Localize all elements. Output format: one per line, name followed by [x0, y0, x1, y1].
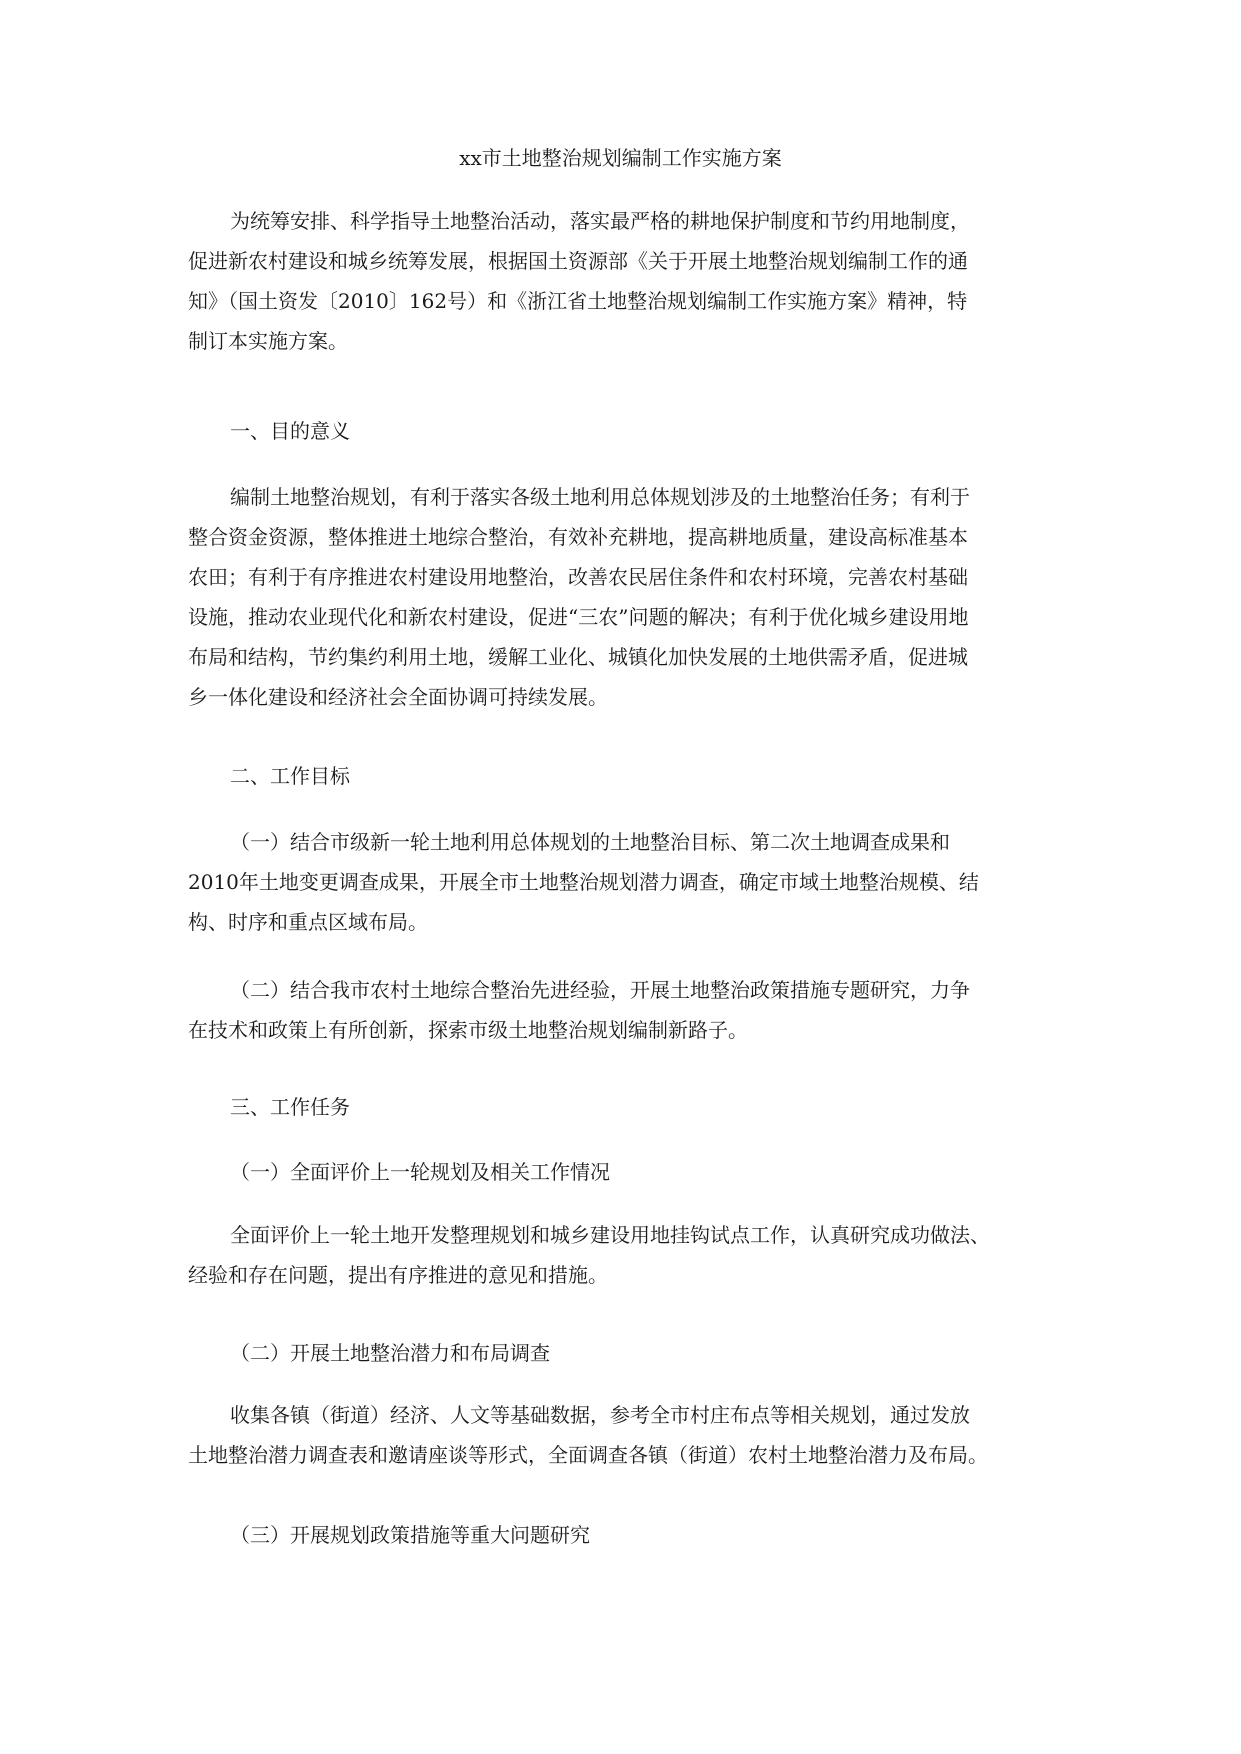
- paragraph-line: 收集各镇（街道）经济、人文等基础数据，参考全市村庄布点等相关规划，通过发放: [230, 1403, 970, 1427]
- paragraph-line: 促进新农村建设和城乡统筹发展，根据国土资源部《关于开展土地整治规划编制工作的通: [188, 249, 968, 273]
- paragraph-line: （二）结合我市农村土地综合整治先进经验，开展土地整治政策措施专题研究，力争: [230, 978, 970, 1002]
- paragraph-line: 知》（国土资发〔2010〕162号）和《浙江省土地整治规划编制工作实施方案》精神，特: [188, 289, 968, 313]
- section2-item1-paragraph: [188, 822, 979, 942]
- section-heading: 三、工作任务: [230, 1095, 350, 1119]
- paragraph-line: 设施，推动农业现代化和新农村建设，促进“三农”问题的解决；有利于优化城乡建设用地: [188, 605, 969, 629]
- paragraph-line: （一）结合市级新一轮土地利用总体规划的土地整治目标、第二次土地调查成果和: [230, 830, 950, 854]
- paragraph-line: 全面评价上一轮土地开发整理规划和城乡建设用地挂钩试点工作，认真研究成功做法、: [230, 1223, 990, 1247]
- section3-sub2-paragraph: [188, 1395, 988, 1475]
- section-heading: 二、工作目标: [230, 764, 350, 788]
- paragraph-line: 制订本实施方案。: [188, 329, 348, 353]
- paragraph-line: 在技术和政策上有所创新，探索市级土地整治规划编制新路子。: [188, 1018, 748, 1042]
- section3-sub1-paragraph: [188, 1215, 990, 1295]
- section2-item2-paragraph: [188, 970, 970, 1050]
- paragraph-line: 经验和存在问题，提出有序推进的意见和措施。: [188, 1263, 608, 1287]
- paragraph-line: 乡一体化建设和经济社会全面协调可持续发展。: [188, 685, 608, 709]
- paragraph-line: 农田；有利于有序推进农村建设用地整治，改善农民居住条件和农村环境，完善农村基础: [188, 565, 968, 589]
- paragraph-line: 2010年土地变更调查成果，开展全市土地整治规划潜力调查，确定市域土地整治规模、结: [188, 870, 979, 894]
- paragraph-line: 构、时序和重点区域布局。: [188, 910, 428, 934]
- section1-paragraph: [188, 477, 970, 717]
- subsection-heading: （一）全面评价上一轮规划及相关工作情况: [230, 1160, 610, 1184]
- document-title: xx市土地整治规划编制工作实施方案: [459, 146, 782, 170]
- paragraph-line: 为统筹安排、科学指导土地整治活动，落实最严格的耕地保护制度和节约用地制度，: [230, 209, 970, 233]
- paragraph-line: 布局和结构，节约集约利用土地，缓解工业化、城镇化加快发展的土地供需矛盾，促进城: [188, 645, 968, 669]
- section-heading: 一、目的意义: [230, 419, 350, 443]
- subsection-heading: （二）开展土地整治潜力和布局调查: [230, 1341, 550, 1365]
- paragraph-line: 编制土地整治规划，有利于落实各级土地利用总体规划涉及的土地整治任务；有利于: [230, 485, 970, 509]
- paragraph-line: 整合资金资源，整体推进土地综合整治，有效补充耕地，提高耕地质量，建设高标准基本: [188, 525, 968, 549]
- subsection-heading: （三）开展规划政策措施等重大问题研究: [230, 1523, 590, 1547]
- intro-paragraph: [188, 201, 970, 361]
- paragraph-line: 土地整治潜力调查表和邀请座谈等形式，全面调查各镇（街道）农村土地整治潜力及布局。: [188, 1443, 988, 1467]
